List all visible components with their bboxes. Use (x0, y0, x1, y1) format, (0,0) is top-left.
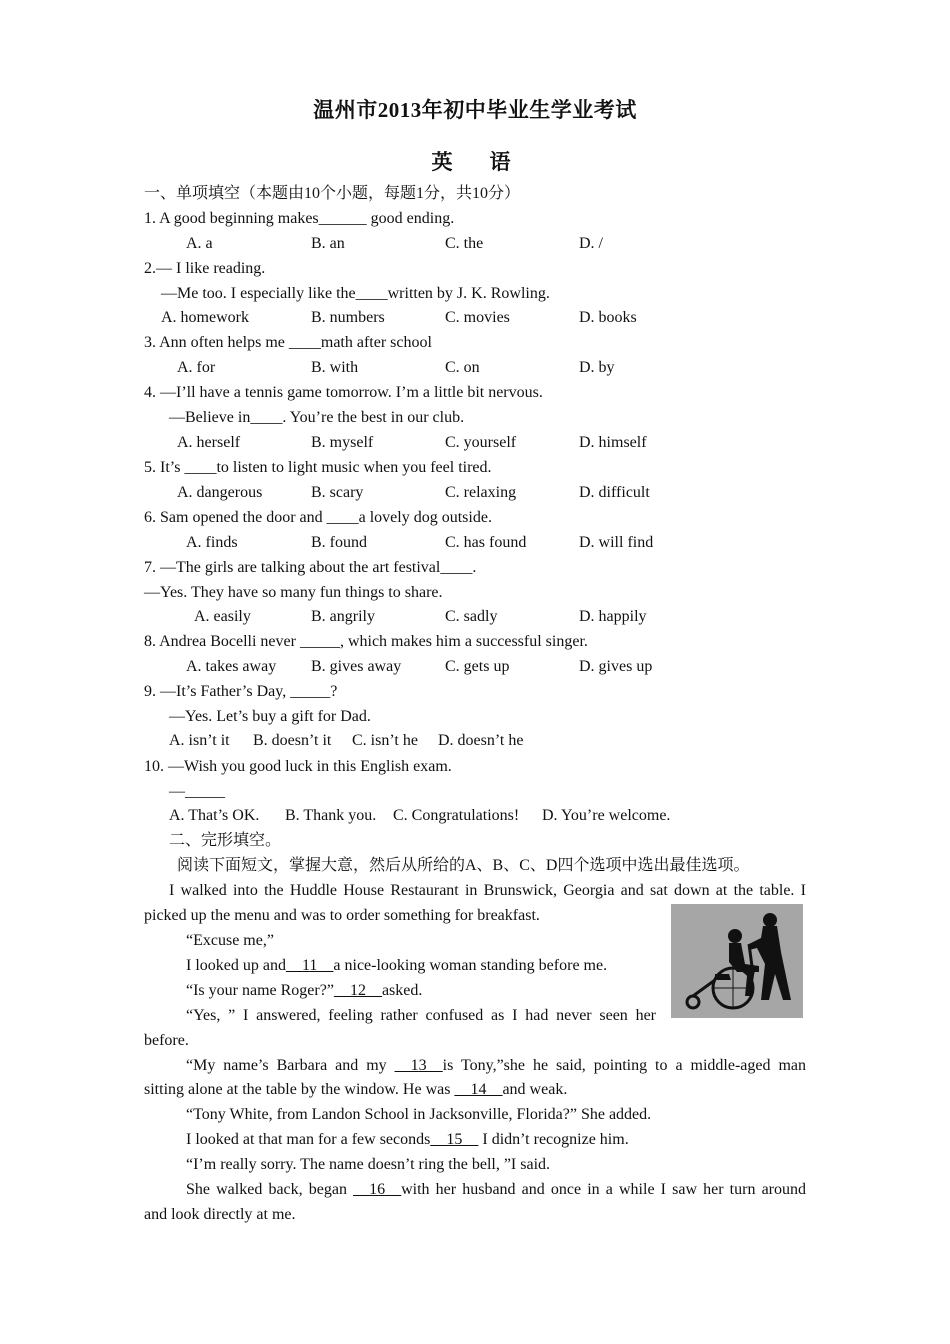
q7-option-b: B. angrily (311, 608, 375, 625)
q9-line2: —Yes. Let’s buy a gift for Dad. (169, 708, 371, 725)
q5-option-d: D. difficult (579, 484, 650, 501)
blank-11: __11__ (285, 957, 334, 974)
q6-option-a: A. finds (186, 534, 238, 551)
p8-text-b: I didn’t recognize him. (478, 1131, 629, 1148)
q1-option-a: A. a (186, 235, 213, 252)
passage-line-9 (144, 1080, 567, 1100)
p6b-text-b: and weak. (502, 1081, 568, 1098)
wheelchair-illustration (671, 904, 803, 1018)
p6a-text-a: “My name’s Barbara and my (186, 1057, 395, 1074)
wheelchair-silhouette-icon (671, 904, 803, 1018)
q9-option-b: B. doesn’t it (253, 732, 332, 749)
q5-stem: 5. It’s ____to listen to light music when you feel tired. (144, 459, 492, 476)
q10-dash: — (169, 783, 185, 800)
q4-option-c: C. yourself (445, 434, 517, 451)
passage-line-14: and look directly at me. (144, 1206, 296, 1223)
q7-option-c: C. sadly (445, 608, 498, 625)
passage-line-2: picked up the menu and was to order something for breakfast. (144, 907, 540, 924)
q6-option-d: D. will find (579, 534, 654, 551)
q2-option-c: C. movies (445, 309, 510, 326)
q3-option-c: C. on (445, 359, 480, 376)
q4-option-a: A. herself (177, 434, 241, 451)
q6-stem: 6. Sam opened the door and ____a lovely dog outside. (144, 509, 492, 526)
section1-heading: 一、单项填空（本题由10个小题，每题1分，共10分） (144, 185, 521, 202)
exam-title: 温州市2013年初中毕业生学业考试 (313, 98, 637, 122)
passage-line-10: “Tony White, from Landon School in Jacksonville, Florida?” She added. (186, 1106, 652, 1123)
passage-line-7: before. (144, 1032, 189, 1049)
q3-option-a: A. for (177, 359, 216, 376)
q5-option-a: A. dangerous (177, 484, 263, 501)
blank-15: __15__ (430, 1131, 479, 1148)
passage-line-1: I walked into the Huddle House Restaurant in Brunswick, Georgia and sat down at the table. I (169, 882, 806, 899)
passage-line-3: “Excuse me,” (186, 932, 274, 949)
blank-13: __13__ (394, 1057, 443, 1074)
q8-option-a: A. takes away (186, 658, 277, 675)
q10-option-a: A. That’s OK. (169, 807, 260, 824)
q9-option-a: A. isn’t it (169, 732, 230, 749)
q6-option-c: C. has found (445, 534, 527, 551)
q5-option-c: C. relaxing (445, 484, 517, 501)
q9-option-d: D. doesn’t he (438, 732, 524, 749)
q7-option-d: D. happily (579, 608, 647, 625)
q7-line1: 7. —The girls are talking about the art festival____. (144, 559, 477, 576)
q6-option-b: B. found (311, 534, 367, 551)
passage-line-12: “I’m really sorry. The name doesn’t ring the bell, ”I said. (186, 1156, 551, 1173)
q4-option-b: B. myself (311, 434, 374, 451)
q10-option-d: D. You’re welcome. (542, 807, 671, 824)
subject-title: 英 语 (431, 150, 519, 174)
p3-text-b: a nice-looking woman standing before me. (333, 957, 608, 974)
q1-option-c: C. the (445, 235, 484, 252)
p6a-text-b: is Tony,”she he said, pointing to a middle-aged man (442, 1057, 807, 1074)
q10-blank: _____ (185, 783, 225, 800)
q1-option-d: D. / (579, 235, 603, 252)
q10-option-c: C. Congratulations! (393, 807, 520, 824)
p10a-text-a: She walked back, began (186, 1181, 354, 1198)
p3-text-a: I looked up and (186, 957, 286, 974)
q1-stem: 1. A good beginning makes______ good ending. (144, 210, 455, 227)
q2-option-d: D. books (579, 309, 637, 326)
q7-option-a: A. easily (194, 608, 251, 625)
passage-line-11 (186, 1130, 629, 1150)
q1-option-b: B. an (311, 235, 345, 252)
q10-option-b: B. Thank you. (285, 807, 377, 824)
q4-line2: —Believe in____. You’re the best in our club. (169, 409, 465, 426)
q10-line2 (169, 782, 225, 802)
q2-option-b: B. numbers (311, 309, 385, 326)
q3-option-b: B. with (311, 359, 359, 376)
q9-option-c: C. isn’t he (352, 732, 418, 749)
p10a-text-b: with her husband and once in a while I saw her turn around (401, 1181, 806, 1198)
q8-option-d: D. gives up (579, 658, 653, 675)
passage-line-13 (186, 1180, 806, 1200)
section2-instructions: 阅读下面短文，掌握大意，然后从所给的A、B、C、D四个选项中选出最佳选项。 (177, 857, 750, 874)
q9-line1: 9. —It’s Father’s Day, _____? (144, 683, 338, 700)
q3-option-d: D. by (579, 359, 615, 376)
p4-text-b: asked. (381, 982, 423, 999)
q2-line1: 2.— I like reading. (144, 260, 266, 277)
section2-heading: 二、完形填空。 (169, 832, 282, 849)
q10-line1: 10. —Wish you good luck in this English exam. (144, 758, 452, 775)
q8-option-b: B. gives away (311, 658, 402, 675)
passage-line-5 (186, 981, 422, 1001)
q4-line1: 4. —I’ll have a tennis game tomorrow. I’m a little bit nervous. (144, 384, 543, 401)
q8-stem: 8. Andrea Bocelli never _____, which makes him a successful singer. (144, 633, 588, 650)
blank-16: __16__ (353, 1181, 402, 1198)
q7-line2: —Yes. They have so many fun things to share. (144, 584, 443, 601)
q4-option-d: D. himself (579, 434, 647, 451)
p8-text-a: I looked at that man for a few seconds (186, 1131, 431, 1148)
q2-option-a: A. homework (161, 309, 249, 326)
blank-14: __14__ (454, 1081, 503, 1098)
q5-option-b: B. scary (311, 484, 364, 501)
q2-line2: —Me too. I especially like the____written by J. K. Rowling. (161, 285, 550, 302)
q8-option-c: C. gets up (445, 658, 510, 675)
p4-text-a: “Is your name Roger?” (186, 982, 334, 999)
blank-12: __12__ (333, 982, 382, 999)
passage-line-6: “Yes, ” I answered, feeling rather confused as I had never seen her (186, 1007, 656, 1024)
passage-line-4 (186, 956, 607, 976)
q3-stem: 3. Ann often helps me ____math after school (144, 334, 432, 351)
p6b-text-a: sitting alone at the table by the window. He was (144, 1081, 455, 1098)
passage-line-8 (186, 1056, 806, 1076)
